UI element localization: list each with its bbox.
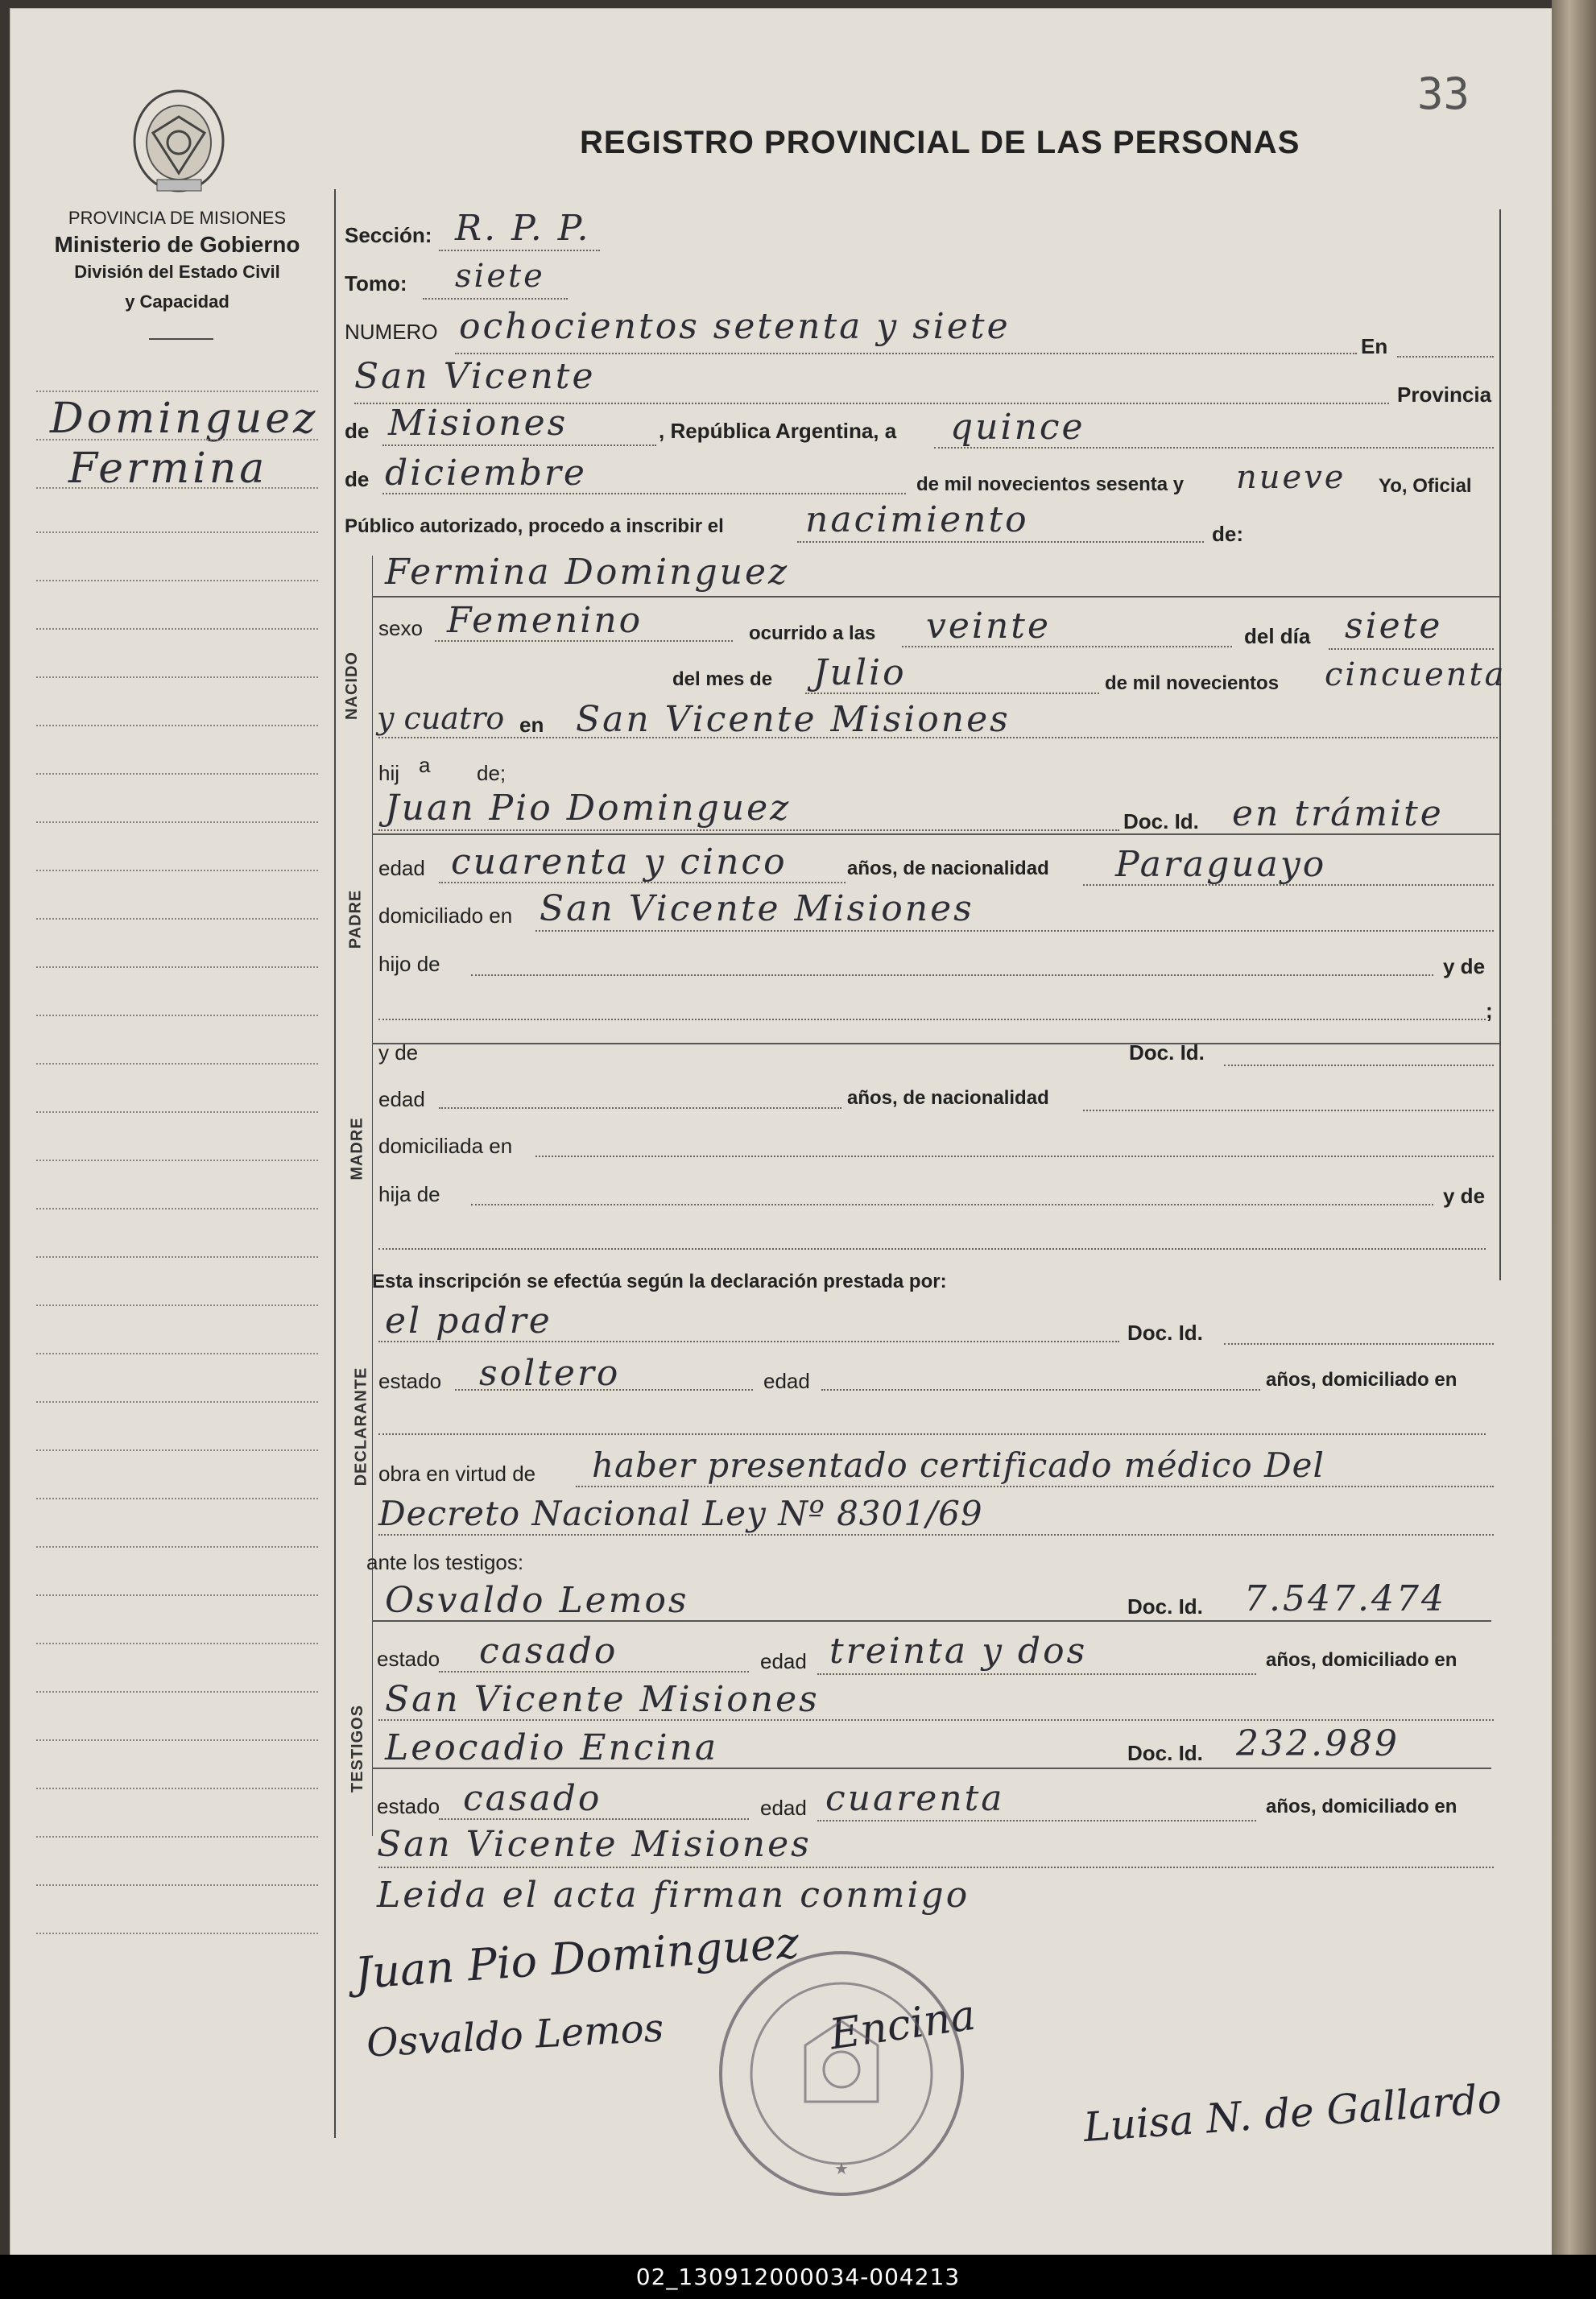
line-testigo2-nombre <box>372 1768 1491 1769</box>
document-title: REGISTRO PROVINCIAL DE LAS PERSONAS <box>580 125 1300 160</box>
label-hijo-de-padre: hijo de <box>378 952 440 976</box>
line-domicilio-madre <box>535 1156 1494 1157</box>
field-tomo: siete <box>455 258 545 295</box>
line-testigo1-estado <box>439 1671 749 1673</box>
field-ano-nac-1: cincuenta <box>1325 656 1507 693</box>
line-testigo2-dom <box>378 1867 1494 1868</box>
line-hija-de-madre <box>471 1204 1433 1205</box>
margin-line <box>36 487 318 489</box>
page-number: 33 <box>1417 68 1470 119</box>
provincial-coat-of-arms <box>129 85 229 197</box>
line-testigo1-edad <box>817 1673 1256 1675</box>
book-spine <box>1552 0 1596 2255</box>
margin-line <box>36 1594 318 1596</box>
label-sexo: sexo <box>378 616 423 640</box>
line-padre-nac <box>1083 884 1494 886</box>
label-obra: obra en virtud de <box>378 1462 536 1486</box>
label-de-mil: de mil novecientos <box>1105 672 1280 694</box>
line-en <box>1397 356 1494 358</box>
image-id-footer: 02_130912000034-004213 <box>0 2255 1596 2299</box>
field-padre-edad: cuarenta y cinco <box>451 841 788 883</box>
label-estado-testigo1: estado <box>377 1647 440 1671</box>
field-nombre: Fermina Dominguez <box>385 552 790 593</box>
label-yo-oficial: Yo, Oficial <box>1379 475 1472 497</box>
label-doc-testigo2: Doc. Id. <box>1127 1741 1203 1765</box>
frame-left-line <box>334 189 336 2138</box>
margin-line <box>36 870 318 871</box>
margin-line <box>36 1305 318 1306</box>
office-line2: Ministerio de Gobierno <box>54 232 300 257</box>
field-mes-inscripcion: diciembre <box>385 453 587 494</box>
field-testigo2-dom: San Vicente Misiones <box>377 1824 812 1865</box>
label-publico: Público autorizado, procedo a inscribir el <box>345 515 724 537</box>
signature-testigo2: Encina <box>826 1991 978 2060</box>
label-y-de-madre-2: y de <box>1443 1184 1486 1208</box>
margin-line <box>36 531 318 533</box>
line-testigo1-dom <box>378 1719 1494 1721</box>
margin-line <box>36 391 318 392</box>
field-mes-nac: Julio <box>813 652 907 693</box>
margin-line <box>36 1401 318 1403</box>
field-decl-estado: soltero <box>479 1353 621 1394</box>
label-y-de-padre: y de <box>1443 954 1486 978</box>
label-en-small: en <box>519 713 544 737</box>
label-y-de-madre: y de <box>378 1040 419 1065</box>
label-semicolon: ; <box>1486 999 1493 1023</box>
label-domiciliada-madre: domiciliada en <box>378 1134 513 1158</box>
label-seccion: Sección: <box>345 223 432 247</box>
margin-line <box>36 676 318 678</box>
margin-line <box>36 1884 318 1886</box>
side-label-padre: PADRE <box>346 889 365 949</box>
field-testigo2-estado: casado <box>463 1778 602 1819</box>
margin-surname: Dominguez <box>50 395 319 443</box>
field-testigo2-doc: 232.989 <box>1236 1723 1400 1764</box>
field-padre-doc: en trámite <box>1232 793 1444 834</box>
office-rule <box>149 338 213 340</box>
rule-padre <box>372 833 1499 835</box>
label-de-colon: de: <box>1212 522 1243 546</box>
margin-line <box>36 918 318 920</box>
line-lugar-nac <box>378 737 1498 738</box>
label-doc-padre: Doc. Id. <box>1123 809 1199 833</box>
field-seccion: R. P. P. <box>455 208 591 249</box>
line-nombre <box>372 596 1499 597</box>
field-hijo-suffix: a <box>419 753 431 777</box>
label-estado-declarante: estado <box>378 1369 442 1393</box>
margin-line <box>36 439 318 440</box>
margin-line <box>36 966 318 968</box>
line-provincia <box>382 445 656 446</box>
field-obra-2: Decreto Nacional Ley Nº 8301/69 <box>378 1494 983 1533</box>
field-declarante: el padre <box>385 1300 552 1342</box>
margin-line <box>36 1836 318 1838</box>
label-anos-nac-madre: años, de nacionalidad <box>847 1087 1049 1109</box>
label-edad-testigo2: edad <box>760 1796 807 1820</box>
margin-line <box>36 1739 318 1741</box>
label-estado-testigo2: estado <box>377 1794 440 1818</box>
side-label-declarante: DECLARANTE <box>352 1367 370 1486</box>
field-padre-domicilio: San Vicente Misiones <box>540 888 974 929</box>
field-testigo1-estado: casado <box>479 1631 618 1672</box>
side-label-testigos: TESTIGOS <box>349 1704 367 1793</box>
label-edad-padre: edad <box>378 856 425 880</box>
line-obra-2 <box>378 1534 1494 1536</box>
svg-text:★: ★ <box>834 2159 849 2178</box>
label-republica: , República Argentina, a <box>659 419 897 443</box>
line-testigo2-edad <box>817 1820 1256 1821</box>
line-padre-nombre <box>378 829 1119 831</box>
line-nac-madre <box>1083 1110 1494 1111</box>
side-label-madre: MADRE <box>348 1117 366 1181</box>
signature-oficial: Luisa N. de Gallardo <box>1081 2074 1503 2152</box>
label-anos-dom-declarante: años, domiciliado en <box>1266 1369 1457 1391</box>
frame-right-line <box>1499 209 1501 1280</box>
label-anos-dom-testigo1: años, domiciliado en <box>1266 1649 1457 1671</box>
margin-line <box>36 1933 318 1934</box>
office-line4: y Capacidad <box>125 292 229 312</box>
margin-line <box>36 580 318 581</box>
line-mes-inscripcion <box>382 493 906 494</box>
label-anos-dom-testigo2: años, domiciliado en <box>1266 1796 1457 1817</box>
line-edad-declarante <box>821 1389 1260 1391</box>
field-cierre: Leida el acta firman conmigo <box>377 1875 970 1916</box>
field-obra-1: haber presentado certificado médico Del <box>592 1445 1325 1485</box>
field-dia-inscripcion: quince <box>950 407 1085 448</box>
margin-line <box>36 1498 318 1499</box>
line-padre-extra <box>378 1019 1486 1020</box>
label-del-mes: del mes de <box>672 668 773 690</box>
label-tomo: Tomo: <box>345 271 407 296</box>
field-provincia: Misiones <box>388 403 569 444</box>
field-numero: ochocientos setenta y siete <box>459 306 1011 347</box>
margin-line <box>36 1546 318 1548</box>
field-ano-inscripcion: nueve <box>1236 459 1346 496</box>
margin-line <box>36 821 318 823</box>
label-doc-declarante: Doc. Id. <box>1127 1321 1203 1345</box>
margin-line <box>36 773 318 775</box>
line-testigo2-estado <box>439 1818 749 1820</box>
label-anos-nac-padre: años, de nacionalidad <box>847 858 1049 879</box>
line-acto <box>797 541 1204 543</box>
line-numero <box>455 353 1357 354</box>
margin-line <box>36 1788 318 1789</box>
line-padre-domicilio <box>535 930 1494 932</box>
field-acto: nacimiento <box>805 499 1029 540</box>
margin-line <box>36 1353 318 1354</box>
label-hijo: hij <box>378 761 400 785</box>
margin-line <box>36 1691 318 1693</box>
field-lugar: San Vicente <box>354 356 596 397</box>
label-ocurrido: ocurrido a las <box>749 622 876 644</box>
side-label-nacido: NACIDO <box>342 651 361 720</box>
margin-line <box>36 1256 318 1258</box>
field-padre-nombre: Juan Pio Dominguez <box>385 788 792 829</box>
line-mes-nac <box>805 693 1099 694</box>
field-testigo1-doc: 7.547.474 <box>1244 1578 1446 1619</box>
label-de-semicolon: de; <box>477 761 507 785</box>
field-hora: veinte <box>926 606 1052 647</box>
field-sexo: Femenino <box>447 600 643 641</box>
label-edad-testigo1: edad <box>760 1649 807 1673</box>
field-testigo2-nombre: Leocadio Encina <box>385 1727 719 1768</box>
line-testigo1-nombre <box>372 1620 1491 1622</box>
margin-line <box>36 725 318 726</box>
line-dia-nac <box>1329 648 1494 650</box>
official-seal-stamp <box>709 1941 974 2206</box>
margin-line <box>36 1643 318 1644</box>
signature-padre: Juan Pio Dominguez <box>353 1917 801 1999</box>
label-de: de <box>345 419 370 443</box>
label-declaracion: Esta inscripción se efectúa según la declaración prestada por: <box>372 1271 947 1292</box>
label-en: En <box>1361 334 1388 358</box>
label-de-mil-sesenta: de mil novecientos sesenta y <box>916 473 1185 495</box>
label-edad-madre: edad <box>378 1087 425 1111</box>
margin-line <box>36 1449 318 1451</box>
line-edad-madre <box>439 1107 841 1109</box>
margin-line <box>36 1160 318 1161</box>
line-domicilio-declarante <box>378 1433 1486 1435</box>
margin-given-name: Fermina <box>68 445 268 493</box>
field-lugar-nac: San Vicente Misiones <box>576 699 1011 740</box>
label-del-dia: del día <box>1244 624 1311 648</box>
label-provincia: Provincia <box>1397 382 1492 407</box>
field-ano-nac-2: y cuatro <box>377 701 505 736</box>
line-declarante <box>378 1341 1119 1342</box>
line-madre-extra <box>378 1248 1486 1250</box>
field-testigo2-edad: cuarenta <box>825 1778 1005 1819</box>
line-doc-declarante <box>1224 1343 1494 1345</box>
line-decl-estado <box>455 1389 753 1391</box>
line-hora <box>902 646 1232 647</box>
field-padre-nac: Paraguayo <box>1115 844 1327 885</box>
line-doc-madre <box>1224 1065 1494 1066</box>
rule-madre <box>372 1043 1499 1044</box>
line-seccion <box>439 250 600 251</box>
office-line3: División del Estado Civil <box>74 262 280 282</box>
line-dia-inscripcion <box>934 447 1494 449</box>
line-obra-1 <box>576 1486 1494 1487</box>
field-testigo1-edad: treinta y dos <box>829 1631 1088 1672</box>
label-doc-madre: Doc. Id. <box>1129 1040 1205 1065</box>
section-inner-line <box>372 556 373 1836</box>
office-line1: PROVINCIA DE MISIONES <box>68 208 287 228</box>
label-testigos: ante los testigos: <box>366 1550 524 1574</box>
margin-line <box>36 1015 318 1016</box>
field-testigo1-dom: San Vicente Misiones <box>385 1679 820 1720</box>
label-edad-declarante: edad <box>763 1369 810 1393</box>
margin-line <box>36 1111 318 1113</box>
label-domiciliado-padre: domiciliado en <box>378 903 513 928</box>
field-testigo1-nombre: Osvaldo Lemos <box>385 1580 689 1621</box>
line-tomo <box>423 298 568 300</box>
label-de-2: de <box>345 467 370 491</box>
margin-line <box>36 628 318 630</box>
field-dia-nac: siete <box>1345 606 1443 647</box>
line-sexo <box>435 640 733 642</box>
line-padre-edad <box>439 882 846 883</box>
signature-testigo1: Osvaldo Lemos <box>365 2005 665 2066</box>
label-numero: NUMERO <box>345 320 438 344</box>
label-hija-de-madre: hija de <box>378 1182 440 1206</box>
margin-line <box>36 1208 318 1209</box>
margin-line <box>36 1063 318 1065</box>
line-hijo-de-padre <box>471 974 1433 976</box>
label-doc-testigo1: Doc. Id. <box>1127 1594 1203 1619</box>
